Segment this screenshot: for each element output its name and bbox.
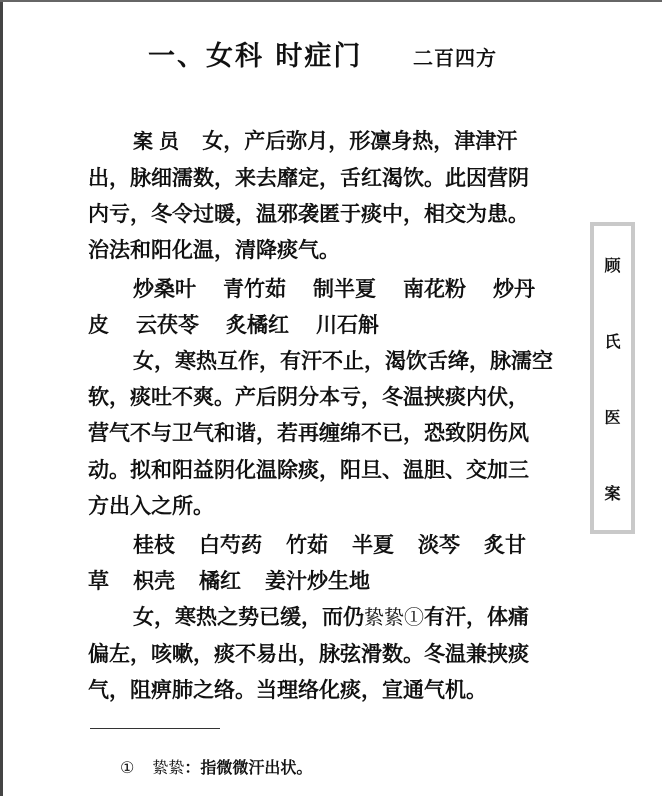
case2-line3: 营气不与卫气和谐，若再缠绵不已，恐致阴伤风 <box>88 420 529 445</box>
footnote-definition: ：指微微汗出状。 <box>184 758 313 777</box>
case2-line5: 方出入之所。 <box>88 493 214 518</box>
rx2-row1 <box>133 531 526 559</box>
herb: 半夏 <box>352 532 394 557</box>
case3-line2: 偏左，咳嗽，痰不易出，脉弦滑数。冬温兼挟痰 <box>88 641 529 666</box>
herb: 皮 <box>88 312 109 337</box>
case1-line3: 内亏，冬令过暖，温邪袭匿于痰中，相交为患。 <box>88 201 529 226</box>
footnote-mark: ① <box>120 758 135 777</box>
case2-line1: 女，寒热互作，有汗不止，渴饮舌绛，脉濡空 <box>133 348 553 373</box>
side-tab-char: 案 <box>604 483 621 503</box>
chapter-title: 一、女科 时症门 <box>148 41 363 72</box>
herb: 青竹茹 <box>223 276 286 301</box>
herb: 淡芩 <box>418 532 460 557</box>
herb: 草 <box>88 568 109 593</box>
case3-line1: 女，寒热之势已缓，而仍絷絷①有汗，体痛 <box>133 604 529 629</box>
side-tab-char: 顾 <box>604 255 621 275</box>
herb: 竹茹 <box>286 532 328 557</box>
page-top-border <box>0 0 662 2</box>
side-tab <box>590 222 635 534</box>
herb: 姜汁炒生地 <box>265 568 370 593</box>
herb: 炙橘红 <box>226 312 289 337</box>
rx2-row2 <box>88 567 370 595</box>
chapter-subtitle: 二百四方 <box>413 46 497 70</box>
case3-line3: 气，阻痹肺之络。当理络化痰，宣通气机。 <box>88 677 487 702</box>
herb: 橘红 <box>199 568 241 593</box>
herb: 南花粉 <box>403 276 466 301</box>
case1-line1: 案员 女，产后弥月，形凛身热，津津汗 <box>133 128 518 153</box>
page-left-border <box>0 0 3 796</box>
case1-line2: 出，脉细濡数，来去靡定，舌红渴饮。此因营阴 <box>88 165 529 190</box>
herb: 制半夏 <box>313 276 376 301</box>
herb: 炒桑叶 <box>133 276 196 301</box>
herb: 桂枝 <box>133 532 175 557</box>
side-tab-inner <box>594 226 631 530</box>
side-tab-char: 医 <box>604 407 621 427</box>
herb: 炒丹 <box>493 276 535 301</box>
footnote-term: 絷絷 <box>152 758 185 777</box>
rx1-row2 <box>88 311 379 339</box>
case-tag: 案员 <box>133 129 185 153</box>
rx1-row1 <box>133 275 535 303</box>
herb: 白芍药 <box>199 532 262 557</box>
case2-line2: 软，痰吐不爽。产后阴分本亏，冬温挟痰内伏， <box>88 384 529 409</box>
herb: 川石斛 <box>316 312 379 337</box>
case1-line4: 治法和阳化温，清降痰气。 <box>88 237 340 262</box>
side-tab-char: 氏 <box>604 331 621 351</box>
herb: 枳壳 <box>133 568 175 593</box>
footnote-divider <box>90 728 220 729</box>
footnote <box>120 755 312 778</box>
case2-line4: 动。拟和阳益阴化温除痰，阳旦、温胆、交加三 <box>88 457 529 482</box>
herb: 云茯苓 <box>136 312 199 337</box>
herb: 炙甘 <box>484 532 526 557</box>
footnote-reference: 絷絷① <box>364 605 424 629</box>
